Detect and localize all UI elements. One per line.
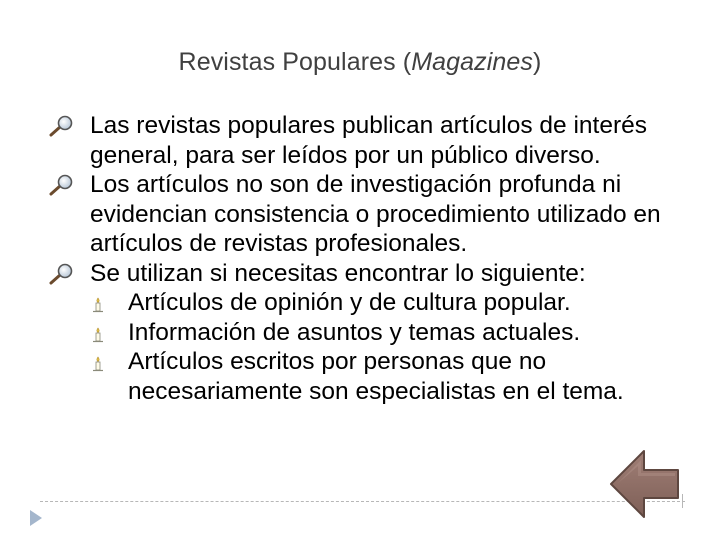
left-arrow-icon[interactable] <box>608 446 682 522</box>
magnifier-icon <box>48 263 76 287</box>
sub-bullet-item <box>90 318 690 348</box>
footer-divider <box>40 501 685 502</box>
sub-bullet-text: Artículos de opinión y de cultura popular. <box>128 289 571 316</box>
bullet-item <box>90 170 690 259</box>
title-text: Revistas Populares ( <box>178 48 412 76</box>
candle-icon <box>90 356 106 372</box>
bullet-item <box>90 111 690 170</box>
bullet-text: Se utilizan si necesitas encontrar lo siguiente: <box>90 259 586 287</box>
candle-icon <box>90 327 106 343</box>
title-close-text: ) <box>533 48 542 76</box>
bullet-list <box>90 111 690 406</box>
sub-bullet-text: Artículos escritos por personas que no necesariamente son especialistas en el tema. <box>128 348 624 405</box>
magnifier-icon <box>48 174 76 198</box>
triangle-icon <box>29 509 43 527</box>
sub-bullet-text: Información de asuntos y temas actuales. <box>128 318 581 346</box>
sub-bullet-item <box>90 347 690 406</box>
slide-title <box>0 48 720 77</box>
bullet-text: Las revistas populares publican artículos de interés general, para ser leídos por un público diverso. <box>90 112 648 169</box>
bullet-item <box>90 259 690 289</box>
candle-icon <box>90 297 106 313</box>
footer-divider-tick <box>682 494 683 508</box>
magnifier-icon <box>48 115 76 139</box>
sub-bullet-item <box>90 288 690 318</box>
title-italic-text: Magazines <box>411 48 534 76</box>
bullet-text: Los artículos no son de investigación profunda ni evidencian consistencia o procedimiento utilizado en artículos de revistas profesionales. <box>90 171 661 257</box>
